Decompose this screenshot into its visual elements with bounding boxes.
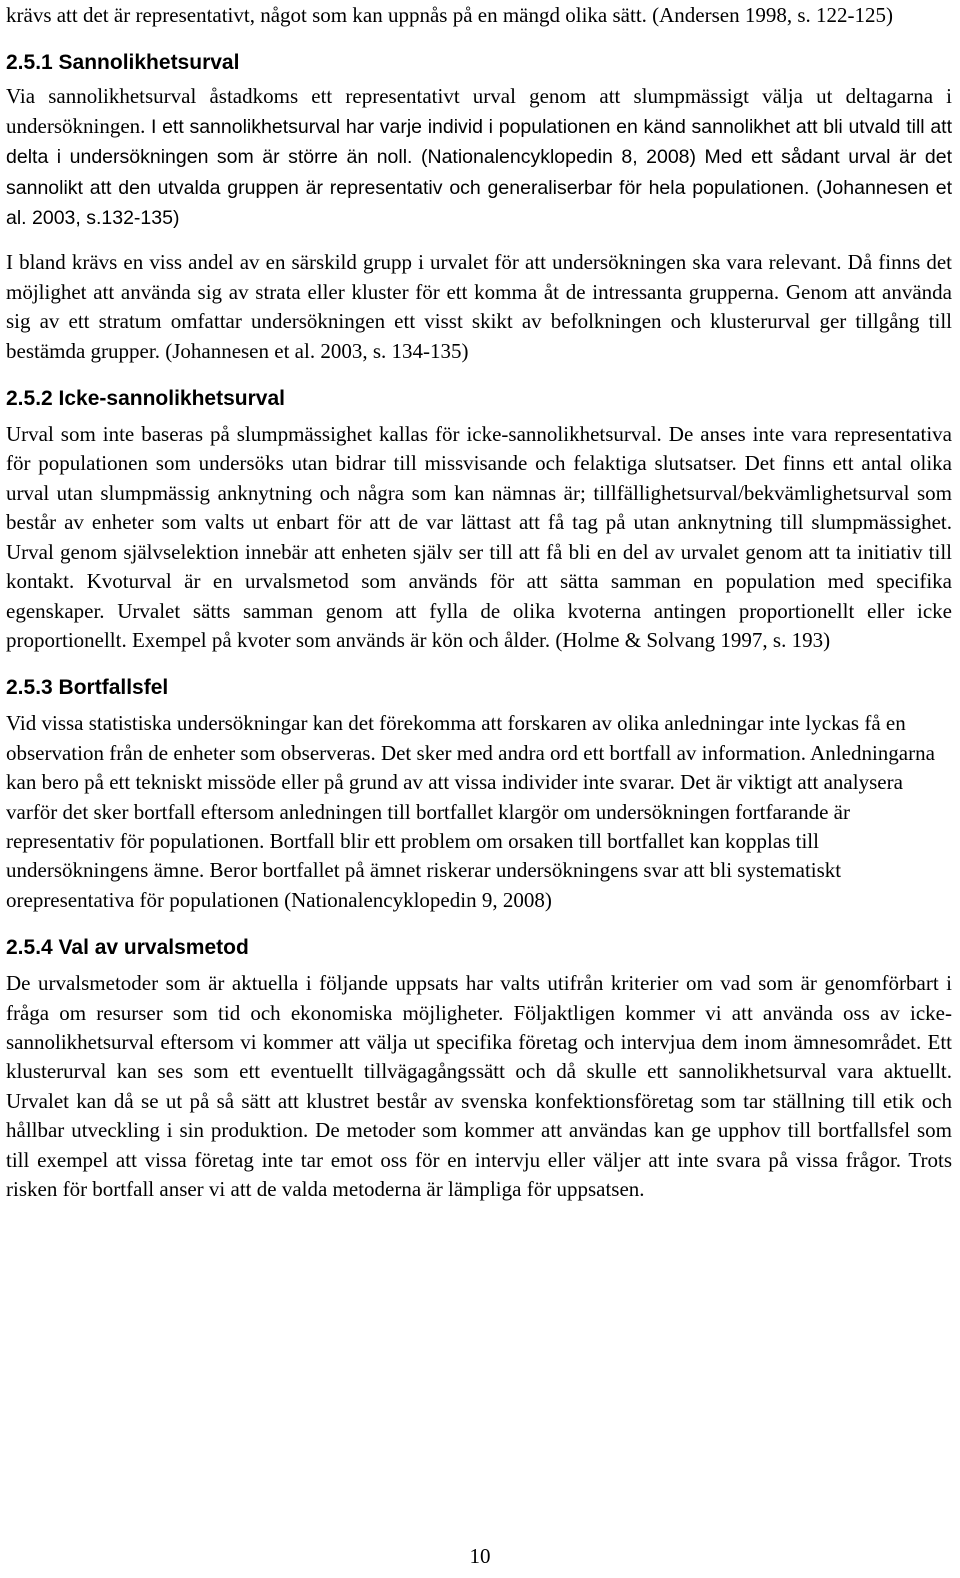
intro-text: krävs att det är representativt, något som kan uppnås på en mängd olika sätt. (Andersen 1998, s. 122-125) xyxy=(6,3,894,27)
paragraph-bortfallsfel: Vid vissa statistiska undersökningar kan det förekomma att forskaren av olika anledningar inte lyckas få en observation från de enheter som observeras. Det sker med andra ord ett bortfall av information. Anledningarna kan bero på ett tekniskt missöde eller på grund av att vissa individer inte svarar. Det är viktigt att analysera varför det sker bortfall eftersom anledningen till bortfallet klargör om undersökningen fortfarande är representativ för populationen. Bortfall blir ett problem om orsaken till bortfallet kan kopplas till undersökningens ämne. Beror bortfallet på ämnet riskerar undersökningens svar att bli systematiskt orepresentativa för populationen (Nationalencyklopedin 9, 2008) xyxy=(6,711,935,912)
paragraph-icke-sannolikhetsurval: Urval som inte baseras på slumpmässighet kallas för icke-sannolikhetsurval. De anses inte vara representativa för populationen som undersöks utan bidrar till missvisande och felaktiga slutsatser. Det finns ett antal olika urval utan slumpmässig anknytning och några som kan nämnas är; tillfällighetsurval/bekvämlighetsurval som består av enheter som valts ut enbart för att de var lättast att få tag på utan anknytning till slumpmässighet. Urval genom självselektion innebär att enheten själv ser till att få bli en del av urvalet genom att ta initiativ till kontakt. Kvoturval är en urvalsmetod som används för att sätta samman en population med specifika egenskaper. Urvalet sätts samman genom att fylla de olika kvoterna antingen proportionellt eller icke proportionellt. Exempel på kvoter som används är kön och ålder. (Holme & Solvang 1997, s. 193) xyxy=(6,422,952,652)
heading-2-5-4: 2.5.4 Val av urvalsmetod xyxy=(6,936,249,960)
paragraph-text: Genom att använda sig av ett stratum omfattar undersökningen ett visst skikt av befolkningen och klusterurval ger tillgång till bestämda grupper. (Johannesen et al. 2003, s. 134-135) xyxy=(6,279,952,363)
paragraph-text: Då finns det möjlighet att använda sig av strata eller kluster för ett komma åt de intressanta grupperna. xyxy=(6,250,952,304)
heading-2-5-3: 2.5.3 Bortfallsfel xyxy=(6,676,169,700)
document-page xyxy=(6,0,952,1204)
paragraph-text: I bland krävs en viss andel av en särskild grupp i urvalet för att undersökningen ska vara relevant. xyxy=(6,250,842,275)
heading-2-5-2: 2.5.2 Icke-sannolikhetsurval xyxy=(6,387,285,411)
page-number: 10 xyxy=(469,1544,491,1568)
paragraph-sannolikhetsurval-2 xyxy=(6,248,952,366)
paragraph-sannolikhetsurval-1 xyxy=(6,82,952,233)
paragraph-text: Via sannolikhetsurval åstadkoms ett representativt urval genom att slumpmässigt välja ut deltagarna i undersökningen. xyxy=(6,84,952,138)
intro-paragraph xyxy=(6,1,952,30)
heading-2-5-1: 2.5.1 Sannolikhetsurval xyxy=(6,51,240,75)
paragraph-text: I ett sannolikhetsurval har varje individ i populationen en känd sannolikhet att bli utvald till att delta i undersökningen som är större än noll. (Nationalencyklopedin 8, 2008) Med ett sådant urval är det sannolikt att den utvalda gruppen är representativ och generaliserbar för hela populationen. (Johannesen et al. 2003, s.132-135) xyxy=(6,115,953,230)
paragraph-val-av-urvalsmetod: De urvalsmetoder som är aktuella i följande uppsats har valts utifrån kriterier om vad som är genomförbart i fråga om resurser som tid och ekonomiska möjligheter. Följaktligen kommer vi att använda oss av icke-sannolikhetsurval eftersom vi kommer att välja ut specifika företag och intervjua dem inom ämnesområdet. Ett klusterurval kan ses som ett eventuellt tillvägagångssätt och då skulle ett sannolikhetsurval vara aktuellt. Urvalet kan då se ut på så sätt att klustret består av svenska konfektionsföretag som tar ställning till etik och hållbar utveckling i sin produktion. De metoder som kommer att användas kan ge upphov till bortfallsfel som till exempel att vissa företag inte tar emot oss för en intervju eller väljer att inte svara på vissa frågor. Trots risken för bortfall anser vi att de valda metoderna är lämpliga för uppsatsen. xyxy=(6,971,952,1201)
